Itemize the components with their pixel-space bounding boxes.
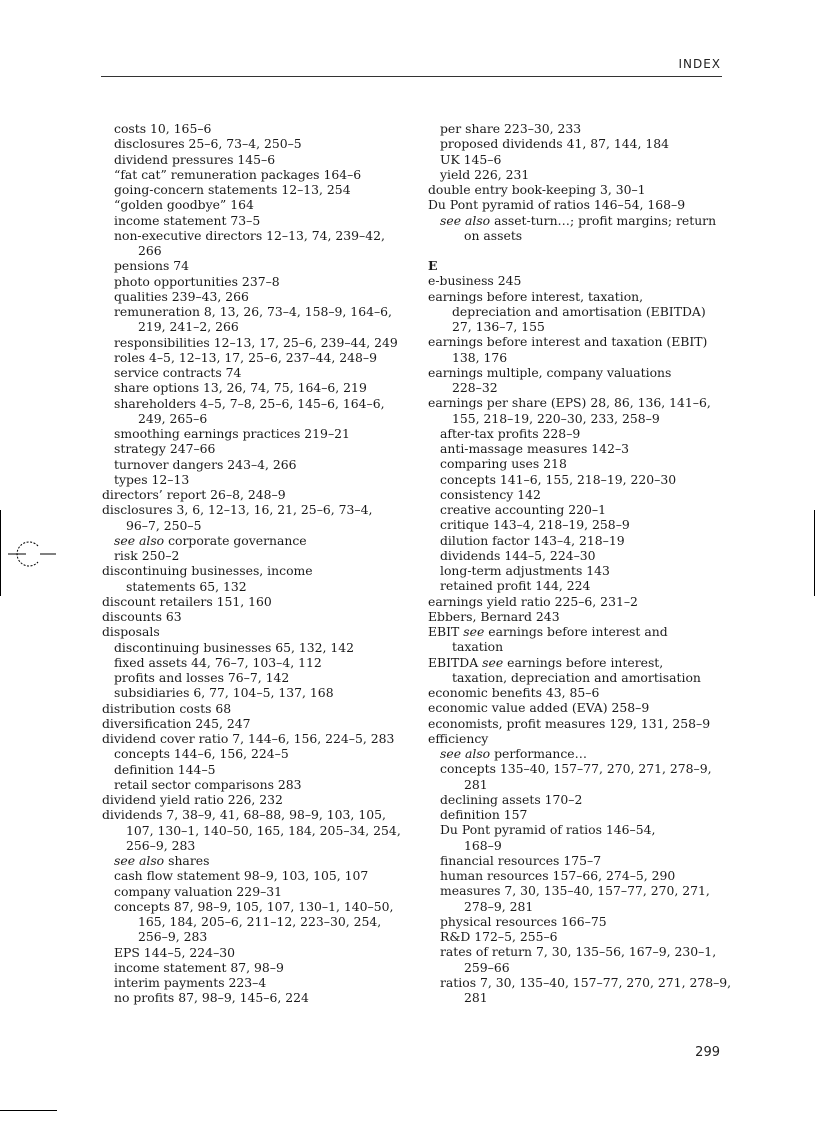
index-line: directors’ report 26–8, 248–9 xyxy=(102,487,286,502)
index-line: qualities 239–43, 266 xyxy=(114,288,249,304)
index-subentry xyxy=(428,213,728,244)
index-line: long-term adjustments 143 xyxy=(440,563,610,578)
index-subentry xyxy=(428,152,728,167)
index-entry xyxy=(428,609,728,624)
index-subentry xyxy=(102,945,402,960)
index-line: definition 157 xyxy=(440,807,528,822)
index-column-left xyxy=(102,121,402,1006)
index-subentry xyxy=(428,853,728,868)
index-line: types 12–13 xyxy=(114,471,190,487)
index-line: dividend cover ratio 7, 144–6, 156, 224–5, 283 xyxy=(102,731,395,746)
index-subentry xyxy=(428,807,728,822)
index-line: asset-turn…; profit margins; return xyxy=(494,212,717,228)
index-subentry xyxy=(428,974,732,1006)
index-subentry xyxy=(102,152,402,167)
index-entry xyxy=(102,594,402,609)
index-entry xyxy=(102,807,402,853)
cross-reference-label: see also xyxy=(114,532,165,548)
index-line: financial resources 175–7 xyxy=(440,852,602,868)
index-subentry xyxy=(102,457,402,472)
index-subentry xyxy=(428,121,728,136)
index-entry xyxy=(102,624,402,639)
index-line: distribution costs 68 xyxy=(102,700,232,716)
index-subentry xyxy=(102,426,402,441)
index-line: corporate governance xyxy=(168,532,307,548)
registration-mark-icon xyxy=(8,540,56,568)
index-line: company valuation 229–31 xyxy=(114,883,283,899)
index-line: 266 xyxy=(138,243,162,258)
index-line: taxation, depreciation and amortisation xyxy=(452,669,701,685)
index-subentry xyxy=(428,868,728,883)
index-subentry xyxy=(102,670,402,685)
cross-reference-label: see also xyxy=(440,746,491,761)
index-line: Du Pont pyramid of ratios 146–54, 168–9 xyxy=(428,197,686,213)
index-line: e-business 245 xyxy=(428,273,522,289)
index-line: efficiency xyxy=(428,730,489,746)
index-entry xyxy=(428,182,728,197)
index-line: earnings before interest, xyxy=(507,654,664,670)
index-subentry xyxy=(102,533,402,548)
index-line: 96–7, 250–5 xyxy=(126,517,202,533)
index-line: 259–66 xyxy=(464,959,510,975)
index-line: concepts 144–6, 156, 224–5 xyxy=(114,746,289,762)
index-line: statements 65, 132 xyxy=(126,578,247,594)
index-subentry xyxy=(428,929,728,944)
index-line: profits and losses 76–7, 142 xyxy=(114,670,290,685)
index-subentry xyxy=(102,167,402,182)
index-subentry xyxy=(102,777,402,792)
index-line: going-concern statements 12–13, 254 xyxy=(114,182,351,197)
index-term: EBITDA xyxy=(428,654,479,670)
crop-mark-bottom xyxy=(0,1110,57,1111)
index-line: 219, 241–2, 266 xyxy=(138,319,239,335)
index-subentry xyxy=(428,761,728,792)
index-subentry xyxy=(102,365,402,380)
index-line: per share 223–30, 233 xyxy=(440,121,582,136)
index-line: diversification 245, 247 xyxy=(102,715,251,731)
index-subentry xyxy=(102,990,402,1005)
index-line: economists, profit measures 129, 131, 258–9 xyxy=(428,715,711,731)
index-line: income statement 87, 98–9 xyxy=(114,959,284,975)
running-head: INDEX xyxy=(678,57,721,71)
index-section-letter: E xyxy=(428,258,438,273)
index-subentry xyxy=(428,426,728,441)
index-line: smoothing earnings practices 219–21 xyxy=(114,426,350,441)
index-line: earnings per share (EPS) 28, 86, 136, 141–6, xyxy=(428,395,711,411)
index-line: UK 145–6 xyxy=(440,151,502,167)
index-subentry xyxy=(102,884,402,899)
index-entry xyxy=(428,273,728,288)
index-subentry xyxy=(102,548,402,563)
index-line: concepts 87, 98–9, 105, 107, 130–1, 140–50, xyxy=(114,898,394,914)
index-line: earnings yield ratio 225–6, 231–2 xyxy=(428,593,638,609)
index-subentry xyxy=(428,136,728,151)
index-subentry xyxy=(102,472,402,487)
index-line: rates of return 7, 30, 135–56, 167–9, 230–1, xyxy=(440,944,717,960)
index-entry xyxy=(102,701,402,716)
index-subentry xyxy=(428,456,728,471)
index-entry xyxy=(428,731,728,746)
index-line: interim payments 223–4 xyxy=(114,975,267,990)
index-subentry xyxy=(102,640,402,655)
index-line: 107, 130–1, 140–50, 165, 184, 205–34, 254, xyxy=(126,822,401,838)
cross-reference-label: see xyxy=(463,624,485,639)
index-column-right xyxy=(428,121,732,1005)
index-subentry xyxy=(102,335,402,350)
index-entry xyxy=(428,197,728,212)
index-line: R&D 172–5, 255–6 xyxy=(440,929,558,944)
index-line: creative accounting 220–1 xyxy=(440,502,607,517)
index-entry xyxy=(428,365,728,396)
page-number: 299 xyxy=(695,1045,720,1060)
index-line: 155, 218–19, 220–30, 233, 258–9 xyxy=(452,410,660,426)
index-line: definition 144–5 xyxy=(114,761,216,777)
index-entry xyxy=(428,395,728,426)
index-line: responsibilities 12–13, 17, 25–6, 239–44, 249 xyxy=(114,334,398,350)
index-subentry xyxy=(428,563,728,578)
index-entry xyxy=(428,655,728,686)
index-line: human resources 157–66, 274–5, 290 xyxy=(440,868,676,883)
cross-reference-label: see also xyxy=(114,853,165,868)
index-line: subsidiaries 6, 77, 104–5, 137, 168 xyxy=(114,685,334,701)
index-line: fixed assets 44, 76–7, 103–4, 112 xyxy=(114,654,322,670)
index-subentry xyxy=(102,746,402,761)
cross-reference-label: see also xyxy=(440,212,491,228)
index-entry xyxy=(102,792,402,807)
index-line: discounts 63 xyxy=(102,609,182,624)
index-entry xyxy=(102,716,402,731)
index-line: anti-massage measures 142–3 xyxy=(440,441,630,456)
index-entry xyxy=(102,609,402,624)
index-entry xyxy=(428,289,728,335)
index-subentry xyxy=(428,441,728,456)
header-rule xyxy=(101,76,722,77)
index-subentry xyxy=(102,213,402,228)
index-line: 228–32 xyxy=(452,380,498,395)
index-subentry xyxy=(428,548,728,563)
index-line: discontinuing businesses 65, 132, 142 xyxy=(114,639,355,655)
index-line: income statement 73–5 xyxy=(114,212,261,228)
index-line: pensions 74 xyxy=(114,258,190,274)
index-entry xyxy=(428,685,728,700)
index-subentry xyxy=(428,944,728,975)
index-line: measures 7, 30, 135–40, 157–77, 270, 271, xyxy=(440,883,710,899)
index-line: 278–9, 281 xyxy=(464,898,534,914)
index-line: disposals xyxy=(102,624,160,640)
index-line: performance… xyxy=(494,746,588,761)
index-line: retained profit 144, 224 xyxy=(440,578,591,594)
index-line: disclosures 25–6, 73–4, 250–5 xyxy=(114,136,302,152)
index-line: after-tax profits 228–9 xyxy=(440,425,581,441)
index-subentry xyxy=(428,822,728,853)
index-subentry xyxy=(102,899,402,945)
index-line: double entry book-keeping 3, 30–1 xyxy=(428,182,646,197)
index-entry xyxy=(428,594,728,609)
index-line: dividend pressures 145–6 xyxy=(114,151,276,167)
index-subentry xyxy=(428,746,728,761)
index-subentry xyxy=(102,197,402,212)
index-entry xyxy=(102,487,402,502)
index-line: no profits 87, 98–9, 145–6, 224 xyxy=(114,990,309,1006)
index-line: earnings before interest, taxation, xyxy=(428,288,644,304)
index-line: concepts 135–40, 157–77, 270, 271, 278–9, xyxy=(440,761,712,777)
index-line: 249, 265–6 xyxy=(138,410,208,426)
index-line: physical resources 166–75 xyxy=(440,913,607,929)
index-subentry xyxy=(102,396,402,427)
index-line: costs 10, 165–6 xyxy=(114,121,212,136)
index-line: declining assets 170–2 xyxy=(440,791,583,807)
index-line: earnings before interest and taxation (EBIT) xyxy=(428,334,708,350)
index-line: 256–9, 283 xyxy=(138,929,208,945)
index-subentry xyxy=(102,228,402,259)
index-line: cash flow statement 98–9, 103, 105, 107 xyxy=(114,868,369,884)
index-subentry xyxy=(428,502,728,517)
index-line: remuneration 8, 13, 26, 73–4, 158–9, 164–6, xyxy=(114,304,392,319)
index-line: economic benefits 43, 85–6 xyxy=(428,685,600,700)
index-subentry xyxy=(102,350,402,365)
index-line: dividends 7, 38–9, 41, 68–88, 98–9, 103, 105, xyxy=(102,807,386,823)
index-line: 27, 136–7, 155 xyxy=(452,319,545,334)
index-subentry xyxy=(428,472,728,487)
index-line: roles 4–5, 12–13, 17, 25–6, 237–44, 248–9 xyxy=(114,349,378,365)
index-line: consistency 142 xyxy=(440,486,541,502)
index-subentry xyxy=(102,685,402,700)
index-subentry xyxy=(428,533,728,548)
index-line: discount retailers 151, 160 xyxy=(102,593,272,609)
index-line: proposed dividends 41, 87, 144, 184 xyxy=(440,136,670,152)
index-subentry xyxy=(102,853,402,868)
index-term: EBIT xyxy=(428,624,460,639)
index-subentry xyxy=(102,655,402,670)
index-line: risk 250–2 xyxy=(114,548,180,563)
index-line: disclosures 3, 6, 12–13, 16, 21, 25–6, 73–4, xyxy=(102,502,373,518)
index-subentry xyxy=(102,136,402,151)
index-line: photo opportunities 237–8 xyxy=(114,273,280,289)
index-entry xyxy=(428,334,728,365)
index-subentry xyxy=(102,441,402,456)
index-subentry xyxy=(428,517,728,532)
index-line: discontinuing businesses, income xyxy=(102,563,313,579)
index-line: service contracts 74 xyxy=(114,365,242,380)
index-line: shares xyxy=(168,853,210,868)
index-line: depreciation and amortisation (EBITDA) xyxy=(452,303,706,319)
index-line: earnings before interest and xyxy=(488,624,668,639)
index-line: critique 143–4, 218–19, 258–9 xyxy=(440,517,630,533)
index-line: dividend yield ratio 226, 232 xyxy=(102,792,283,807)
index-line: Ebbers, Bernard 243 xyxy=(428,608,560,624)
crop-mark-right xyxy=(814,510,815,596)
index-line: ratios 7, 30, 135–40, 157–77, 270, 271, 278–9, xyxy=(440,974,732,990)
index-subentry xyxy=(102,304,402,335)
index-line: comparing uses 218 xyxy=(440,456,567,472)
cross-reference-label: see xyxy=(482,654,504,670)
index-subentry xyxy=(102,762,402,777)
index-entry xyxy=(102,563,402,594)
index-line: non-executive directors 12–13, 74, 239–42, xyxy=(114,227,385,243)
index-line: concepts 141–6, 155, 218–19, 220–30 xyxy=(440,471,677,487)
index-line: 281 xyxy=(464,990,488,1005)
index-subentry xyxy=(102,960,402,975)
index-subentry xyxy=(428,883,728,914)
index-line: retail sector comparisons 283 xyxy=(114,776,302,792)
index-entry xyxy=(428,716,728,731)
index-subentry xyxy=(102,274,402,289)
index-line: 281 xyxy=(464,776,488,792)
index-entry xyxy=(428,700,728,715)
index-line: shareholders 4–5, 7–8, 25–6, 145–6, 164–6, xyxy=(114,395,385,411)
index-subentry xyxy=(102,975,402,990)
index-subentry xyxy=(428,167,728,182)
index-subentry xyxy=(428,914,728,929)
index-line: on assets xyxy=(464,227,523,243)
index-line: 138, 176 xyxy=(452,349,508,365)
index-subentry xyxy=(428,578,728,593)
crop-mark-left xyxy=(0,510,1,596)
index-line: dilution factor 143–4, 218–19 xyxy=(440,532,625,548)
index-line: “golden goodbye” 164 xyxy=(114,197,254,213)
index-subentry xyxy=(102,380,402,395)
index-subentry xyxy=(428,792,728,807)
index-line: 165, 184, 205–6, 211–12, 223–30, 254, xyxy=(138,914,382,929)
index-line: 168–9 xyxy=(464,837,502,853)
index-line: earnings multiple, company valuations xyxy=(428,364,672,380)
index-line: share options 13, 26, 74, 75, 164–6, 219 xyxy=(114,380,367,396)
index-subentry xyxy=(102,868,402,883)
index-subentry xyxy=(428,487,728,502)
index-subentry xyxy=(102,258,402,273)
index-line: Du Pont pyramid of ratios 146–54, xyxy=(440,822,656,838)
index-line: “fat cat” remuneration packages 164–6 xyxy=(114,166,362,182)
index-entry xyxy=(102,502,402,533)
index-subentry xyxy=(102,289,402,304)
index-line: taxation xyxy=(452,639,504,655)
index-line: strategy 247–66 xyxy=(114,441,216,457)
index-subentry xyxy=(102,182,402,197)
index-line: EPS 144–5, 224–30 xyxy=(114,944,236,960)
index-line: dividends 144–5, 224–30 xyxy=(440,547,596,563)
index-line: yield 226, 231 xyxy=(440,166,530,182)
index-line: economic value added (EVA) 258–9 xyxy=(428,700,650,716)
index-line: turnover dangers 243–4, 266 xyxy=(114,456,297,472)
index-subentry xyxy=(102,121,402,136)
index-entry xyxy=(102,731,402,746)
index-line: 256–9, 283 xyxy=(126,837,196,853)
index-entry xyxy=(428,624,728,655)
